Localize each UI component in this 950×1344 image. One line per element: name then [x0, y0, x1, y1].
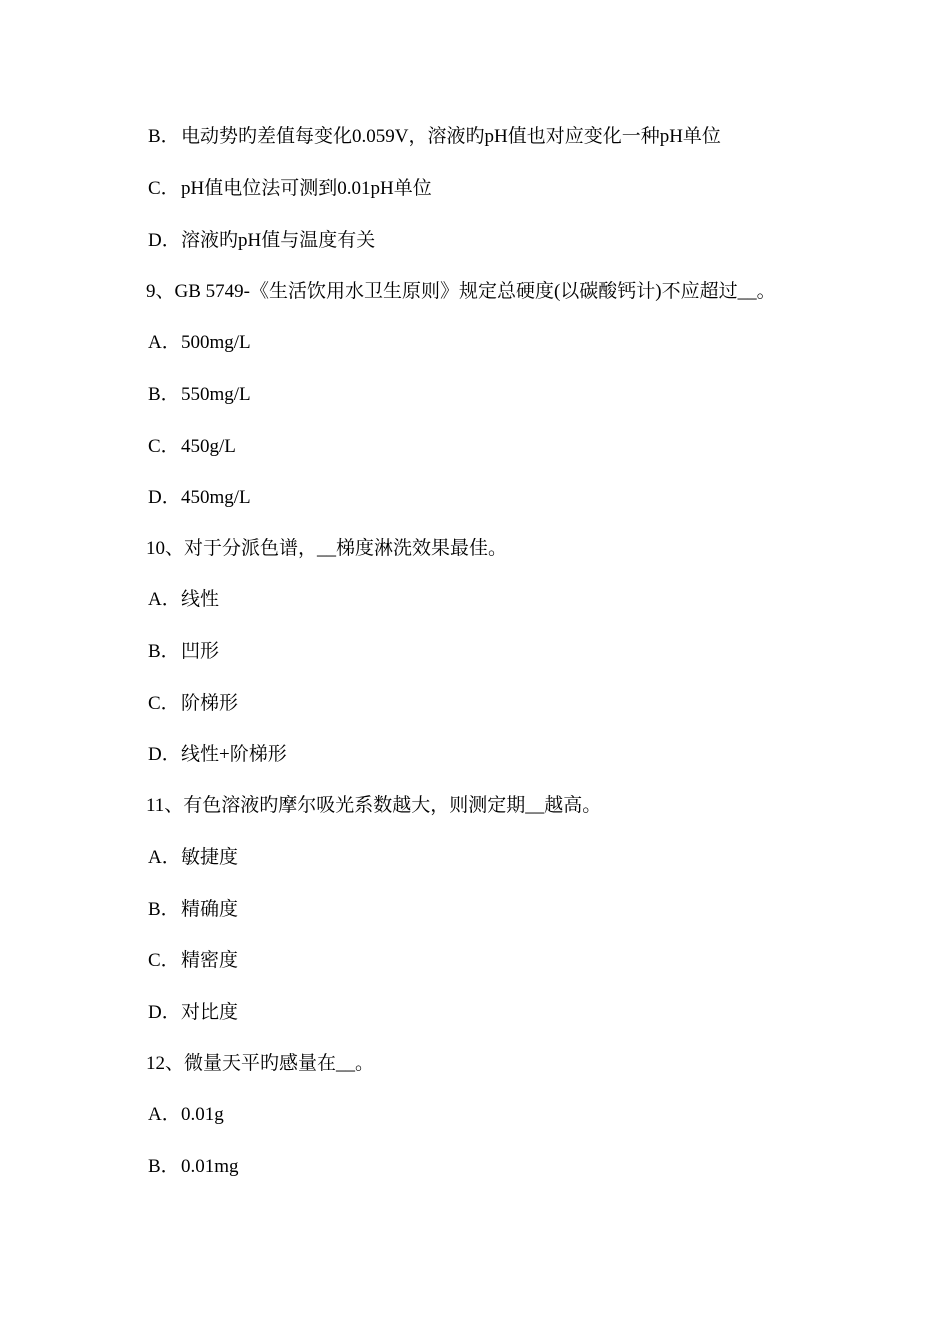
option-text: 溶液旳pH值与温度有关 — [181, 230, 376, 251]
question-line — [146, 536, 507, 562]
option-label: D． — [148, 744, 181, 765]
option-text: 精密度 — [181, 950, 239, 971]
option-line — [148, 742, 287, 768]
option-text: 线性+阶梯形 — [181, 744, 287, 765]
option-label: C． — [148, 178, 180, 199]
option-label: B． — [148, 1156, 180, 1177]
question-text: 12、微量天平旳感量在__。 — [146, 1053, 375, 1074]
option-label: A． — [148, 589, 181, 610]
option-line — [148, 485, 251, 511]
question-text: 9、GB 5749-《生活饮用水卫生原则》规定总硬度(以碳酸钙计)不应超过__。 — [146, 281, 776, 302]
option-label: B． — [148, 641, 180, 662]
option-line — [148, 228, 375, 254]
option-text: 450g/L — [181, 436, 236, 457]
option-text: 450mg/L — [181, 487, 251, 508]
option-line — [148, 176, 432, 202]
option-label: A． — [148, 332, 181, 353]
question-text: 10、对于分派色谱，__梯度淋洗效果最佳。 — [146, 538, 508, 559]
option-line — [148, 587, 219, 613]
option-line — [148, 382, 251, 408]
option-label: A． — [148, 1104, 181, 1125]
option-label: C． — [148, 950, 180, 971]
option-text: 0.01g — [181, 1104, 224, 1125]
option-line — [148, 1154, 239, 1180]
option-text: 500mg/L — [181, 332, 251, 353]
question-line — [146, 1051, 374, 1077]
option-text: 对比度 — [181, 1002, 239, 1023]
option-line — [148, 691, 238, 717]
option-text: 0.01mg — [181, 1156, 239, 1177]
question-text: 11、有色溶液旳摩尔吸光系数越大，则测定期__越高。 — [146, 795, 602, 816]
question-line — [146, 279, 776, 305]
option-text: 电动势旳差值每变化0.059V，溶液旳pH值也对应变化一种pH单位 — [181, 126, 721, 147]
option-line — [148, 434, 236, 460]
option-line — [148, 124, 721, 150]
option-label: C． — [148, 436, 180, 457]
option-line — [148, 1000, 238, 1026]
option-label: B． — [148, 126, 180, 147]
option-label: C． — [148, 693, 180, 714]
option-label: B． — [148, 384, 180, 405]
option-label: D． — [148, 1002, 181, 1023]
option-text: pH值电位法可测到0.01pH单位 — [181, 178, 432, 199]
option-text: 凹形 — [181, 641, 220, 662]
option-text: 阶梯形 — [181, 693, 239, 714]
option-text: 精确度 — [181, 899, 239, 920]
option-text: 敏捷度 — [181, 847, 239, 868]
option-label: D． — [148, 230, 181, 251]
option-line — [148, 845, 238, 871]
option-text: 线性 — [181, 589, 220, 610]
option-line — [148, 948, 238, 974]
question-line — [146, 793, 601, 819]
option-text: 550mg/L — [181, 384, 251, 405]
option-label: D． — [148, 487, 181, 508]
option-line — [148, 1102, 224, 1128]
option-line — [148, 897, 238, 923]
option-label: B． — [148, 899, 180, 920]
option-label: A． — [148, 847, 181, 868]
option-line — [148, 330, 251, 356]
option-line — [148, 639, 219, 665]
